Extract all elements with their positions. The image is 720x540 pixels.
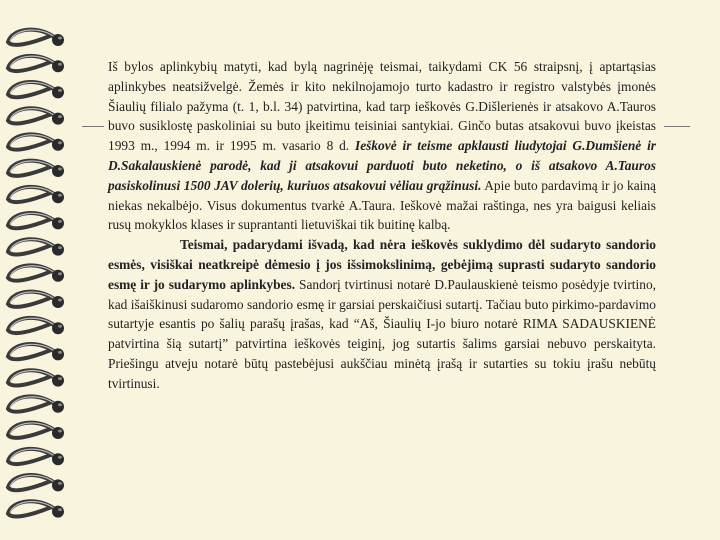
spiral-ring — [8, 370, 64, 386]
spiral-ring — [8, 292, 64, 308]
spiral-ring — [8, 423, 64, 439]
paragraph-1-emphasis: Ieškovė ir teisme apklausti liudytojai G.Dumšienė ir D.Sakalauskienė parodė, kad ji atsakovui parduoti buto neketino, o iš atsakovo A.Tauros pasiskolinusi 1500 JAV dolerių, kuriuos atsakovui vėliau grąžinusi. — [108, 138, 657, 193]
spiral-ring — [8, 134, 64, 150]
spiral-ring — [8, 30, 64, 46]
spiral-ring — [8, 108, 64, 124]
paragraph-2-text: Sandorį tvirtinusi notarė D.Paulauskienė teismo posėdyje tvirtino, kad išaiškinusi sudaromo sandorio esmę ir garsiai perskaičiusi sutartį. Tačiau buto pirkimo-pardavimo sutartyje esantis po šalių parašų įrašas, kad “Aš, Šiaulių I-jo biuro notarė RIMA SADAUSKIENĖ patvirtina šią sutartį” patvirtina ieškovės teiginį, jog sutartis šalims garsiai nebuvo perskaityta. Priešingu atveju notarė būtų pastebėjusi aukščiau minėtą įrašą ir sutarties su tokiu įrašu nebūtų tvirtinusi. — [108, 276, 656, 391]
spiral-ring — [8, 449, 64, 465]
spiral-ring — [8, 187, 64, 203]
margin-rule-right — [664, 126, 690, 127]
margin-rule-left — [82, 126, 104, 127]
spiral-ring — [8, 213, 64, 229]
paragraph-1-tail: Apie buto pardavimą ir jo kainą niekas nekalbėjo. Visus dokumentus tvarkė A.Taura. Ieškovė mažai raštinga, nes yra baigusi keliais rusų mokyklos klases ir suprantanti lietuviškai tik buitinę kalbą. — [108, 177, 657, 233]
spiral-ring — [8, 56, 64, 72]
spiral-ring — [8, 239, 64, 255]
paragraph-2 — [108, 235, 656, 393]
paragraph-1 — [108, 57, 656, 235]
document-body — [108, 57, 656, 394]
spiral-ring — [8, 265, 64, 281]
paragraph-1-text: Iš bylos aplinkybių matyti, kad bylą nagrinėję teismai, taikydami CK 56 straipsnį, į aptartąsias aplinkybes neatsižvelgė. Žemės ir kito nekilnojamojo turto kadastro ir registro valstybės įmonės Šiaulių filialo pažyma (t. 1, b.l. 34) patvirtina, kad tarp ieškovės G.Dišlerienės ir atsakovo A.Tauros buvo susiklostę paskoliniai su buto įkeitimu teisiniai santykiai. Ginčo butas atsakovui buvo įkeistas 1993 m., 1994 m. ir 1995 m. vasario 8 d. — [108, 59, 656, 154]
spiral-ring — [8, 475, 64, 491]
spiral-ring — [8, 318, 64, 334]
spiral-ring — [8, 82, 64, 98]
spiral-binding — [0, 0, 80, 540]
spiral-ring — [8, 161, 64, 177]
paragraph-2-bold: Teismai, padarydami išvadą, kad nėra ieškovės suklydimo dėl sudaryto sandorio esmės, visiškai neatkreipė dėmesio į jos išsimokslinimą, gebėjimą suprasti sudaryto sandorio esmę ir jo sudarymo aplinkybes. — [108, 237, 656, 292]
spiral-ring — [8, 501, 64, 517]
spiral-ring — [8, 344, 64, 360]
spiral-ring — [8, 396, 64, 412]
